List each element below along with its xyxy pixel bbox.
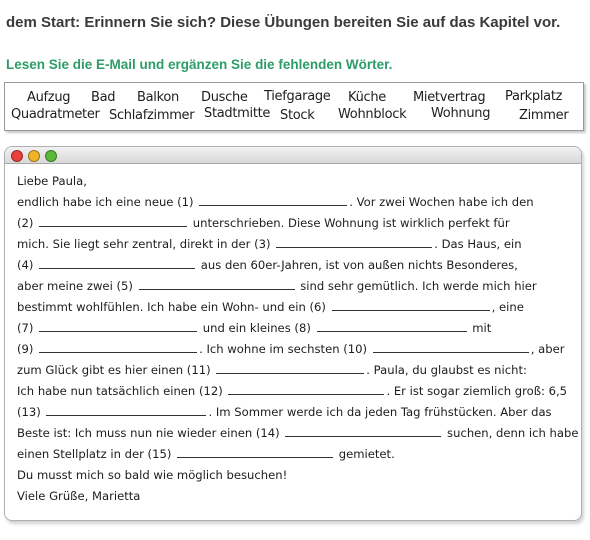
zoom-icon[interactable] (45, 150, 57, 162)
answer-blank[interactable] (39, 256, 195, 269)
email-window (4, 146, 582, 521)
answer-blank[interactable] (177, 445, 333, 458)
letter-line (17, 486, 573, 507)
letter-text: Beste ist: Ich muss nun nie wieder einen (14) (17, 426, 284, 440)
letter-text: Viele Grüße, Marietta (17, 489, 141, 503)
word-kueche: Küche (348, 90, 387, 105)
letter-line (17, 171, 573, 192)
letter-text: suchen, denn ich habe (443, 426, 579, 440)
letter-text: , eine (491, 300, 524, 314)
answer-blank[interactable] (39, 340, 197, 353)
letter-line (17, 255, 573, 276)
letter-text: endlich habe ich eine neue (1) (17, 195, 198, 209)
answer-blank[interactable] (46, 403, 206, 416)
letter-text: aus den 60er-Jahren, ist von außen nichts Besonderes, (197, 258, 518, 272)
letter-text: (9) (17, 342, 38, 356)
close-icon[interactable] (11, 150, 23, 162)
window-titlebar[interactable] (5, 147, 581, 164)
word-balkon: Balkon (137, 90, 179, 105)
letter-line (17, 465, 573, 486)
answer-blank[interactable] (373, 340, 529, 353)
letter-text: . Im Sommer werde ich da jeden Tag frühstücken. Aber das (208, 405, 552, 419)
letter-text: . Paula, du glaubst es nicht: (366, 363, 527, 377)
letter-line (17, 339, 573, 360)
answer-blank[interactable] (285, 424, 441, 437)
letter-text: gemietet. (335, 447, 395, 461)
answer-blank[interactable] (39, 319, 197, 332)
word-box (4, 82, 584, 131)
letter-text: Du musst mich so bald wie möglich besuchen! (17, 468, 288, 482)
letter-text: . Er ist sogar ziemlich groß: 6,5 (386, 384, 568, 398)
letter-text: (13) (17, 405, 45, 419)
letter-text: bestimmt wohlfühlen. Ich habe ein Wohn- und ein (6) (17, 300, 330, 314)
letter-line (17, 276, 573, 297)
letter-line (17, 297, 573, 318)
answer-blank[interactable] (199, 193, 347, 206)
word-quadratmeter: Quadratmeter (11, 107, 100, 122)
answer-blank[interactable] (216, 361, 364, 374)
letter-text: . Das Haus, ein (434, 237, 522, 251)
word-dusche: Dusche (201, 90, 248, 105)
answer-blank[interactable] (276, 235, 432, 248)
letter-text: . Vor zwei Wochen habe ich den (349, 195, 534, 209)
letter-line (17, 360, 573, 381)
letter-line (17, 318, 573, 339)
word-mietvertrag: Mietvertrag (413, 90, 486, 105)
word-bad: Bad (91, 90, 116, 105)
letter-text: . Ich wohne im sechsten (10) (199, 342, 371, 356)
letter-line (17, 192, 573, 213)
minimize-icon[interactable] (28, 150, 40, 162)
word-schlafzimmer: Schlafzimmer (109, 108, 195, 123)
word-stadtmitte: Stadtmitte (204, 106, 271, 121)
letter-line (17, 423, 579, 444)
answer-blank[interactable] (228, 382, 384, 395)
letter-text: sind sehr gemütlich. Ich werde mich hier (296, 279, 537, 293)
letter-text: (4) (17, 258, 38, 272)
answer-blank[interactable] (39, 214, 187, 227)
letter-text: (7) (17, 321, 38, 335)
instruction-text: Lesen Sie die E-Mail und ergänzen Sie die fehlenden Wörter. (6, 57, 393, 72)
letter-line (17, 213, 573, 234)
answer-blank[interactable] (332, 298, 490, 311)
letter-text: Liebe Paula, (17, 174, 87, 188)
word-wohnblock: Wohnblock (338, 107, 407, 122)
letter-text: und ein kleines (8) (199, 321, 315, 335)
letter-line (17, 234, 573, 255)
letter-text: mich. Sie liegt sehr zentral, direkt in der (3) (17, 237, 275, 251)
email-body (17, 171, 579, 507)
letter-text: , aber (530, 342, 565, 356)
word-parkplatz: Parkplatz (505, 89, 563, 104)
word-tiefgarage: Tiefgarage (264, 89, 331, 104)
intro-text: dem Start: Erinnern Sie sich? Diese Übungen bereiten Sie auf das Kapitel vor. (6, 14, 561, 31)
letter-text: aber meine zwei (5) (17, 279, 137, 293)
answer-blank[interactable] (317, 319, 467, 332)
word-zimmer: Zimmer (519, 108, 569, 123)
word-aufzug: Aufzug (27, 90, 71, 105)
letter-text: mit (468, 321, 492, 335)
word-stock: Stock (280, 108, 315, 123)
letter-text: Ich habe nun tatsächlich einen (12) (17, 384, 227, 398)
answer-blank[interactable] (139, 277, 295, 290)
letter-line (17, 444, 573, 465)
letter-line (17, 402, 573, 423)
letter-line (17, 381, 573, 402)
letter-text: unterschrieben. Diese Wohnung ist wirklich perfekt für (189, 216, 510, 230)
word-wohnung: Wohnung (431, 106, 491, 121)
letter-text: einen Stellplatz in der (15) (17, 447, 176, 461)
letter-text: (2) (17, 216, 38, 230)
letter-text: zum Glück gibt es hier einen (11) (17, 363, 215, 377)
